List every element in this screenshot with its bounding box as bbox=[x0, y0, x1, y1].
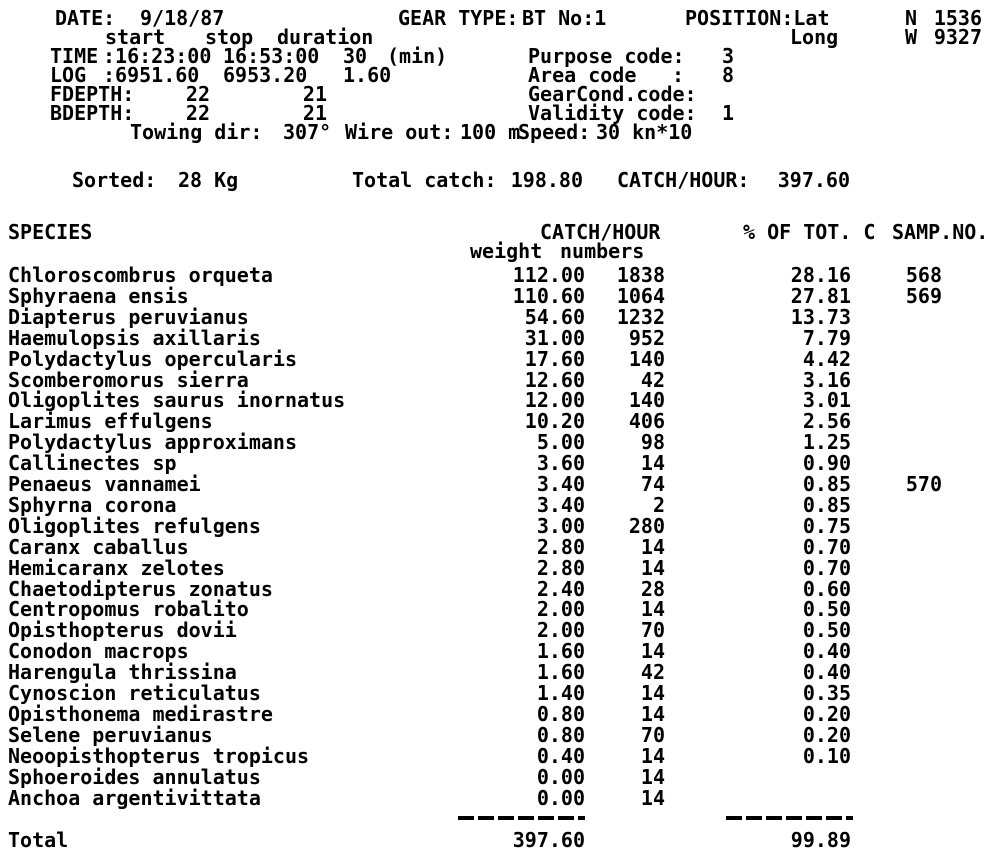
weight-value: 0.80 bbox=[536, 701, 585, 726]
lat-value: 1536 bbox=[933, 6, 982, 30]
pct-total-separator bbox=[726, 816, 853, 820]
purpose-code-label: Purpose code: bbox=[528, 44, 685, 68]
gearcond-code-label: GearCond.code: bbox=[528, 82, 697, 106]
numbers-value: 42 bbox=[640, 660, 665, 685]
area-code-label: Area code bbox=[528, 63, 637, 87]
catch-hour-column-header: CATCH/HOUR bbox=[540, 220, 661, 244]
weight-value: 1.60 bbox=[536, 660, 585, 685]
species-name: Selene peruvianus bbox=[8, 722, 213, 747]
weight-total-separator bbox=[458, 816, 585, 820]
species-name: Haemulopsis axillaris bbox=[8, 325, 261, 350]
weight-value: 3.60 bbox=[536, 451, 585, 476]
species-name: Conodon macrops bbox=[8, 639, 189, 664]
total-catch-label: Total catch: bbox=[352, 168, 497, 192]
bdepth-start: 22 bbox=[185, 101, 210, 125]
numbers-value: 1838 bbox=[616, 263, 665, 287]
fdepth-stop: 21 bbox=[302, 82, 327, 106]
validity-code-label: Validity code: bbox=[528, 101, 697, 125]
pct-value: 0.20 bbox=[802, 701, 851, 726]
weight-value: 5.00 bbox=[536, 430, 585, 455]
pct-value: 3.16 bbox=[802, 367, 851, 392]
catch-hour-value: 397.60 bbox=[777, 168, 850, 192]
species-name: Opisthonema medirastre bbox=[8, 701, 273, 726]
numbers-value: 42 bbox=[640, 367, 665, 392]
samp-value: 569 bbox=[905, 283, 942, 308]
weight-value: 3.40 bbox=[536, 492, 585, 517]
numbers-value: 406 bbox=[628, 409, 665, 434]
fdepth-start: 22 bbox=[185, 82, 210, 106]
time-duration: 30 bbox=[343, 44, 368, 68]
long-hemisphere: W bbox=[905, 25, 918, 49]
pct-value: 13.73 bbox=[790, 304, 851, 329]
species-name: Sphyrna corona bbox=[8, 492, 177, 517]
area-code-value: 8 bbox=[722, 63, 735, 87]
pct-value: 0.90 bbox=[802, 451, 851, 476]
species-column-header: SPECIES bbox=[8, 220, 93, 244]
numbers-value: 952 bbox=[628, 325, 665, 350]
pct-value: 0.40 bbox=[802, 660, 851, 685]
species-name: Chaetodipterus zonatus bbox=[8, 576, 273, 601]
pct-value: 0.40 bbox=[802, 639, 851, 664]
numbers-column-header: numbers bbox=[560, 239, 645, 263]
weight-value: 1.40 bbox=[536, 681, 585, 705]
pct-value: 0.70 bbox=[802, 534, 851, 559]
numbers-value: 70 bbox=[640, 618, 665, 643]
log-duration: 1.60 bbox=[343, 63, 392, 87]
pct-value: 0.50 bbox=[802, 618, 851, 643]
fdepth-label: FDEPTH: bbox=[50, 82, 135, 106]
pct-value: 0.75 bbox=[802, 513, 851, 538]
speed-label: Speed: bbox=[518, 120, 591, 144]
long-label: Long bbox=[790, 25, 839, 49]
total-row-label: Total bbox=[8, 828, 69, 852]
species-name: Centropomus robalito bbox=[8, 597, 249, 622]
numbers-value: 98 bbox=[640, 430, 665, 455]
pct-value: 2.56 bbox=[802, 409, 851, 434]
species-name: Hemicaranx zelotes bbox=[8, 555, 225, 580]
weight-value: 2.00 bbox=[536, 597, 585, 622]
sorted-value: 28 Kg bbox=[178, 168, 239, 192]
species-name: Callinectes sp bbox=[8, 451, 177, 476]
weight-value: 3.00 bbox=[536, 513, 585, 538]
species-name: Opisthopterus dovii bbox=[8, 618, 237, 643]
pct-value: 0.20 bbox=[802, 722, 851, 747]
log-start: :6951.60 bbox=[103, 63, 200, 87]
weight-column-header: weight bbox=[470, 239, 543, 263]
pct-column-header: % OF TOT. C bbox=[743, 220, 876, 244]
numbers-value: 1232 bbox=[616, 304, 665, 329]
pct-value: 4.42 bbox=[802, 346, 851, 371]
total-weight-value: 397.60 bbox=[512, 828, 585, 852]
towing-dir-label: Towing dir: bbox=[130, 120, 263, 144]
species-name: Scomberomorus sierra bbox=[8, 367, 249, 392]
gear-type-value: BT No:1 bbox=[522, 6, 607, 30]
species-name: Penaeus vannamei bbox=[8, 472, 201, 496]
species-name: Sphoeroides annulatus bbox=[8, 764, 261, 789]
numbers-value: 74 bbox=[640, 472, 665, 496]
long-value: 9327 bbox=[933, 25, 982, 49]
weight-value: 0.00 bbox=[536, 785, 585, 810]
time-stop: 16:53:00 bbox=[223, 44, 320, 68]
species-name: Oligoplites refulgens bbox=[8, 513, 261, 538]
pct-value: 0.60 bbox=[802, 576, 851, 601]
species-name: Caranx caballus bbox=[8, 534, 189, 559]
numbers-value: 70 bbox=[640, 722, 665, 747]
pct-value: 27.81 bbox=[790, 283, 851, 308]
numbers-value: 1064 bbox=[616, 283, 665, 308]
weight-value: 0.00 bbox=[536, 764, 585, 789]
numbers-value: 14 bbox=[640, 451, 665, 476]
total-pct-value: 99.89 bbox=[790, 828, 851, 852]
numbers-value: 14 bbox=[640, 764, 665, 789]
pct-value: 0.50 bbox=[802, 597, 851, 622]
species-name: Polydactylus approximans bbox=[8, 430, 297, 455]
numbers-value: 280 bbox=[628, 513, 665, 538]
numbers-value: 14 bbox=[640, 555, 665, 580]
species-name: Neoopisthopterus tropicus bbox=[8, 743, 310, 768]
wire-out-value: 100 m bbox=[460, 120, 521, 144]
pct-value: 7.79 bbox=[802, 325, 851, 350]
pct-value: 0.70 bbox=[802, 555, 851, 580]
numbers-value: 14 bbox=[640, 681, 665, 705]
weight-value: 2.80 bbox=[536, 534, 585, 559]
time-label: TIME bbox=[50, 44, 99, 68]
log-stop: 6953.20 bbox=[223, 63, 308, 87]
numbers-value: 14 bbox=[640, 597, 665, 622]
numbers-value: 2 bbox=[652, 492, 665, 517]
weight-value: 12.00 bbox=[524, 388, 585, 413]
total-catch-value: 198.80 bbox=[510, 168, 583, 192]
speed-value: 30 kn*10 bbox=[596, 120, 693, 144]
species-name: Chloroscombrus orqueta bbox=[8, 263, 273, 287]
start-column-label: start bbox=[105, 25, 166, 49]
species-name: Cynoscion reticulatus bbox=[8, 681, 261, 705]
validity-code-value: 1 bbox=[722, 101, 735, 125]
species-name: Diapterus peruvianus bbox=[8, 304, 249, 329]
weight-value: 2.40 bbox=[536, 576, 585, 601]
weight-value: 31.00 bbox=[524, 325, 585, 350]
position-label: POSITION:Lat bbox=[685, 6, 830, 30]
gear-type-label: GEAR TYPE: bbox=[398, 6, 519, 30]
weight-value: 17.60 bbox=[524, 346, 585, 371]
species-name: Larimus effulgens bbox=[8, 409, 213, 434]
species-name: Polydactylus opercularis bbox=[8, 346, 297, 371]
duration-column-label: duration bbox=[277, 25, 374, 49]
numbers-value: 14 bbox=[640, 639, 665, 664]
log-label: LOG bbox=[50, 63, 87, 87]
weight-value: 3.40 bbox=[536, 472, 585, 496]
species-name: Anchoa argentivittata bbox=[8, 785, 261, 810]
date-label: DATE: bbox=[55, 6, 116, 30]
date-value: 9/18/87 bbox=[140, 6, 225, 30]
time-unit: (min) bbox=[387, 44, 448, 68]
lat-hemisphere: N bbox=[905, 6, 918, 30]
weight-value: 110.60 bbox=[512, 283, 585, 308]
weight-value: 54.60 bbox=[524, 304, 585, 329]
area-code-colon: : bbox=[672, 63, 685, 87]
pct-value: 1.25 bbox=[802, 430, 851, 455]
pct-value: 0.35 bbox=[802, 681, 851, 705]
samp-value: 570 bbox=[905, 472, 942, 496]
weight-value: 10.20 bbox=[524, 409, 585, 434]
weight-value: 12.60 bbox=[524, 367, 585, 392]
towing-dir-value: 307° bbox=[283, 120, 332, 144]
time-start: :16:23:00 bbox=[103, 44, 212, 68]
stop-column-label: stop bbox=[205, 25, 254, 49]
weight-value: 0.40 bbox=[536, 743, 585, 768]
weight-value: 2.80 bbox=[536, 555, 585, 580]
pct-value: 3.01 bbox=[802, 388, 851, 413]
wire-out-label: Wire out: bbox=[345, 120, 454, 144]
numbers-value: 140 bbox=[628, 346, 665, 371]
bdepth-stop: 21 bbox=[302, 101, 327, 125]
numbers-value: 28 bbox=[640, 576, 665, 601]
weight-value: 0.80 bbox=[536, 722, 585, 747]
bdepth-label: BDEPTH: bbox=[50, 101, 135, 125]
catch-hour-label: CATCH/HOUR: bbox=[617, 168, 750, 192]
species-name: Oligoplites saurus inornatus bbox=[8, 388, 346, 413]
numbers-value: 140 bbox=[628, 388, 665, 413]
pct-value: 0.85 bbox=[802, 472, 851, 496]
samp-value: 568 bbox=[905, 263, 942, 287]
sorted-label: Sorted: bbox=[72, 168, 157, 192]
pct-value: 28.16 bbox=[790, 263, 851, 287]
species-name: Harengula thrissina bbox=[8, 660, 237, 685]
numbers-value: 14 bbox=[640, 701, 665, 726]
weight-value: 112.00 bbox=[512, 263, 585, 287]
numbers-value: 14 bbox=[640, 785, 665, 810]
weight-value: 2.00 bbox=[536, 618, 585, 643]
purpose-code-value: 3 bbox=[722, 44, 735, 68]
species-name: Sphyraena ensis bbox=[8, 283, 189, 308]
weight-value: 1.60 bbox=[536, 639, 585, 664]
samp-column-header: SAMP.NO. bbox=[892, 220, 989, 244]
pct-value: 0.10 bbox=[802, 743, 851, 768]
pct-value: 0.85 bbox=[802, 492, 851, 517]
numbers-value: 14 bbox=[640, 534, 665, 559]
numbers-value: 14 bbox=[640, 743, 665, 768]
